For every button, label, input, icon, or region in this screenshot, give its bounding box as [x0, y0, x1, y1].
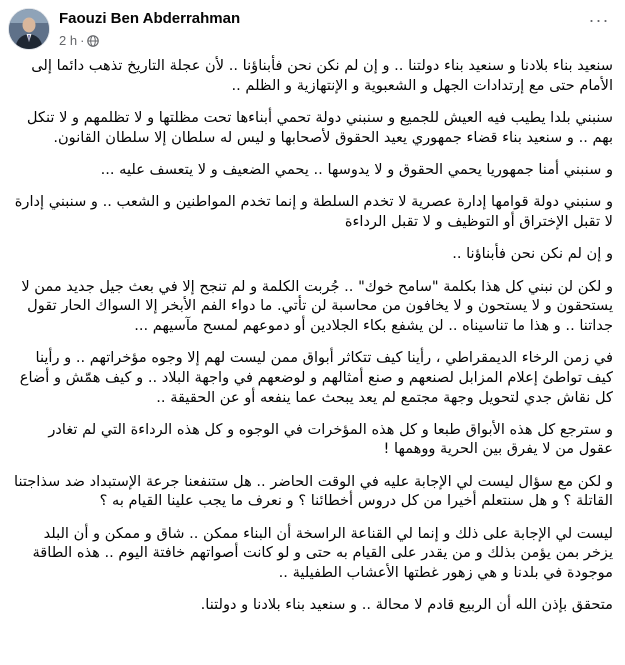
post-paragraph: و لكن مع سؤال ليست لي الإجابة عليه في الوقت الحاضر .. هل ستنفعنا جرعة الإستبداد ضد سذاجتنا القاتلة ؟ و هل سنتعلم أخيرا من كل دروس أخطائنا ؟ و نعرف ما يجب علينا القيام به ؟	[14, 472, 613, 510]
post-paragraph: و إن لم نكن نحن فأبناؤنا ..	[452, 245, 613, 263]
post-paragraph: في زمن الرخاء الديمقراطي ، رأينا كيف تتكاثر أبواق ممن ليست لهم إلا وجوه مؤخراتهم .. و رأينا كيف تواطئ إعلام المزابل لصنعهم و صنع أمثالهم و لوضعهم في واجهة البلاد .. و كيف همّش و أضاع كل نقاش جدي لتحويل وجهة مجتمع لم يعد يبحث عما ينفعه أو عن الحقيقة ..	[19, 349, 613, 406]
post-paragraph: متحقق بإذن الله أن الربيع قادم لا محالة .. و سنعيد بناء بلادنا و دولتنا.	[200, 596, 613, 614]
post-body	[12, 56, 613, 628]
post-paragraph: و سترجع كل هذه الأبواق طبعا و كل هذه المؤخرات في الوجوه و كل هذه الرداءة التي لم تغادر عقول من لا يفرق بين الحرية ووهمها !	[48, 420, 613, 458]
author-photo	[9, 9, 49, 49]
post-paragraph: سنبني بلدا يطيب فيه العيش للجميع و سنبني دولة تحمي أبناءها تحت مظلتها و لا تظلمهم و لا تنكل بهم .. و سنعيد بناء قضاء جمهوري يعيد الحقوق لأصحابها و ليس له سلطان إلا سلطان القانون.	[26, 108, 613, 146]
post-header	[0, 0, 625, 58]
post-paragraph: و سنبني أمنا جمهوريا يحمي الحقوق و لا يدوسها .. يحمي الضعيف و لا يتعسف عليه ...	[100, 160, 613, 178]
post-paragraph: سنعيد بناء بلادنا و سنعيد بناء دولتنا .. و إن لم نكن نحن فأبناؤنا .. لأن عجلة التاريخ تذهب دائما إلى الأمام حتى مع إرتدادات الجهل و الشعبوية و الإنتهازية و الظلم ..	[31, 57, 613, 94]
post-meta	[59, 33, 99, 48]
author-avatar[interactable]	[8, 8, 50, 50]
post-paragraph: ليست لي الإجابة على ذلك و إنما لي القناعة الراسخة أن البناء ممكن .. شاق و ممكن و أن البلد يزخر بمن يؤمن بذلك و من يقدر على القيام به حتى و لو كانت أصواتهم خافتة اليوم .. هذه الطاقة موجودة في بلدنا و هي زهور غطتها الأعشاب الطفيلية ..	[32, 524, 613, 582]
more-options-icon[interactable]: ···	[588, 9, 610, 30]
meta-separator: ·	[80, 33, 85, 48]
post-timestamp[interactable]: 2 h	[59, 33, 78, 48]
author-name[interactable]: Faouzi Ben Abderrahman	[59, 10, 241, 27]
post-paragraph: و سنبني دولة قوامها إدارة عصرية لا تخدم السلطة و إنما تخدم المواطنين و الشعب .. و سنبني إدارة لا تقبل الإختراق أو التوظيف و لا تقبل الرداءة	[14, 193, 613, 230]
globe-icon[interactable]	[87, 35, 99, 47]
post-paragraph: و لكن لن نبني كل هذا بكلمة "سامح خوك" .. جُربت الكلمة و لم تنجح إلا في بعث جيل جديد ممن لا يستحقون و لا يستحون و لا يخافون من محاسبة لن تأتي. ما دواء الفم الأبخر إلا السواك الحار تقول جداتنا .. و هذا ما تناسيناه .. لن يشفع بكاء الجلادين أو دموعهم لمسح مآسيهم ...	[21, 277, 613, 334]
